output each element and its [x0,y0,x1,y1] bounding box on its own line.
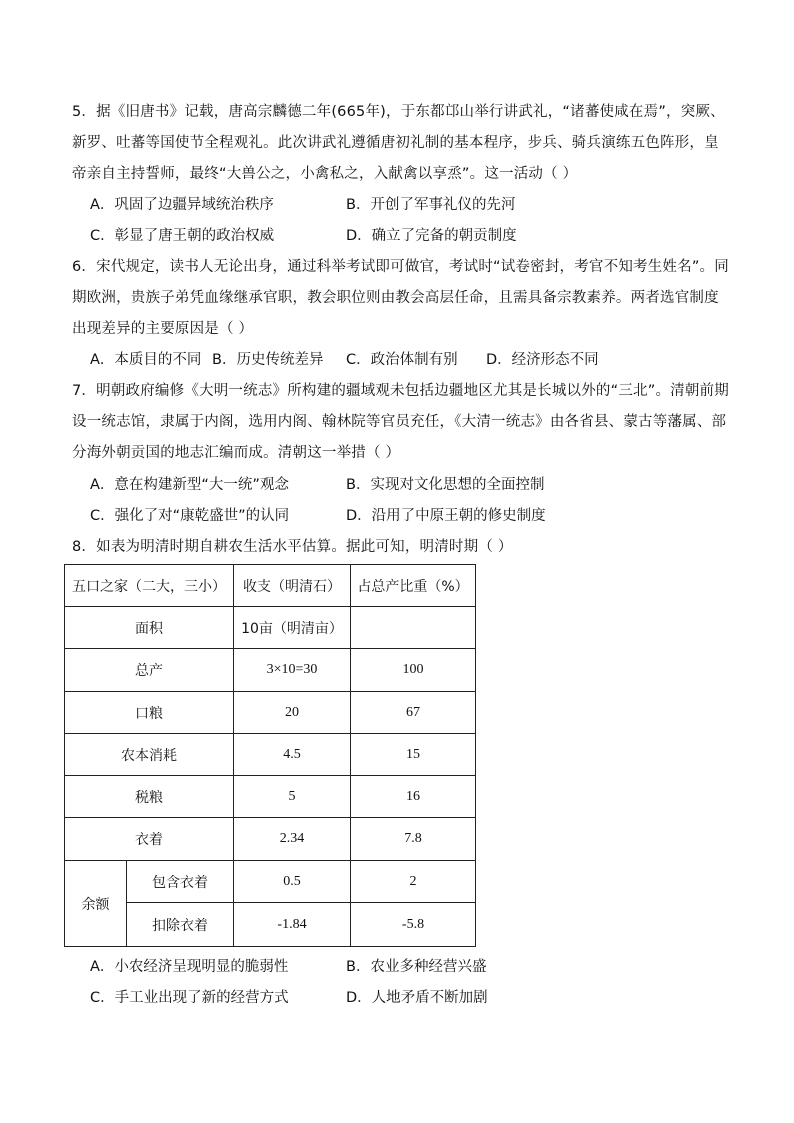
table-row [65,861,476,903]
row-income: 20 [234,692,351,734]
question-6-stem: 6．宋代规定，读书人无论出身，通过科举考试即可做官，考试时“试卷密封，考官不知考生姓名”。同期欧洲，贵族子弟凭血缘继承官职，教会职位则由教会高层任命，且需具备宗教素养。两者选官制度出现差异的主要原因是（ ） [72,259,729,337]
row-label: 税粮 [65,776,234,818]
q6-option-b[interactable]: B．历史传统差异 [212,352,324,368]
table-row [65,734,476,776]
row-income: 10亩（明清亩） [234,607,351,649]
q7-option-b[interactable]: B．实现对文化思想的全面控制 [346,477,545,493]
row-income: 2.34 [234,818,351,861]
row-income: 5 [234,776,351,818]
question-5-stem: 5．据《旧唐书》记载，唐高宗麟德二年(665年)，于东都邙山举行讲武礼，“诸蕃使咸在焉”，突厥、新罗、吐蕃等国使节全程观礼。此次讲武礼遵循唐初礼制的基本程序，步兵、骑兵演练五色阵形，皇帝亲自主持誓师，最终“大兽公之，小禽私之，入献禽以享烝”。这一活动（ ） [72,104,725,182]
row-income: 0.5 [234,861,351,903]
row-label: 农本消耗 [65,734,234,776]
row-label: 口粮 [65,692,234,734]
q6-option-a[interactable]: A．本质目的不同 [90,352,202,368]
table-row [65,903,476,947]
header-share: 占总产比重（%） [351,565,476,607]
q8-option-a[interactable]: A．小农经济呈现明显的脆弱性 [90,959,289,975]
row-label: 扣除衣着 [127,903,234,947]
question-8-stem: 8．如表为明清时期自耕农生活水平估算。据此可知，明清时期（ ） [72,539,513,555]
row-share: 2 [351,861,476,903]
q6-option-d[interactable]: D．经济形态不同 [486,352,599,368]
table-row [65,607,476,649]
q5-option-b[interactable]: B．开创了军事礼仪的先河 [346,197,516,213]
question-7-stem: 7．明朝政府编修《大明一统志》所构建的疆域观未包括边疆地区尤其是长城以外的“三北”。清朝前期设一统志馆，隶属于内阁，选用内阁、翰林院等官员充任，《大清一统志》由各省县、蒙古等藩属、部分海外朝贡国的地志汇编而成。清朝这一举措（ ） [72,383,729,461]
row-share: 7.8 [351,818,476,861]
row-share: 100 [351,649,476,692]
row-income: -1.84 [234,903,351,947]
q7-option-a[interactable]: A．意在构建新型“大一统”观念 [90,477,289,493]
header-income: 收支（明清石） [234,565,351,607]
table-row [65,649,476,692]
row-income: 3×10=30 [234,649,351,692]
table-header-row [65,565,476,607]
row-share: 16 [351,776,476,818]
q5-option-a[interactable]: A．巩固了边疆异域统治秩序 [90,197,274,213]
living-standard-table [64,564,476,947]
q8-option-b[interactable]: B．农业多种经营兴盛 [346,959,487,975]
q7-option-d[interactable]: D．沿用了中原王朝的修史制度 [346,508,546,524]
row-share: -5.8 [351,903,476,947]
row-label: 总产 [65,649,234,692]
row-income: 4.5 [234,734,351,776]
row-share: 67 [351,692,476,734]
table-row [65,692,476,734]
q8-option-d[interactable]: D．人地矛盾不断加剧 [346,990,488,1006]
row-label: 包含衣着 [127,861,234,903]
balance-group-label: 余额 [65,861,127,947]
row-label: 面积 [65,607,234,649]
header-household: 五口之家（二大，三小） [65,565,234,607]
table-row [65,776,476,818]
q7-option-c[interactable]: C．强化了对“康乾盛世”的认同 [90,508,290,524]
q5-option-c[interactable]: C．彰显了唐王朝的政治权威 [90,228,275,244]
q5-option-d[interactable]: D．确立了完备的朝贡制度 [346,228,517,244]
row-label: 衣着 [65,818,234,861]
q8-option-c[interactable]: C．手工业出现了新的经营方式 [90,990,289,1006]
row-share: 15 [351,734,476,776]
table-row [65,818,476,861]
row-share [351,607,476,649]
q6-option-c[interactable]: C．政治体制有别 [346,352,458,368]
